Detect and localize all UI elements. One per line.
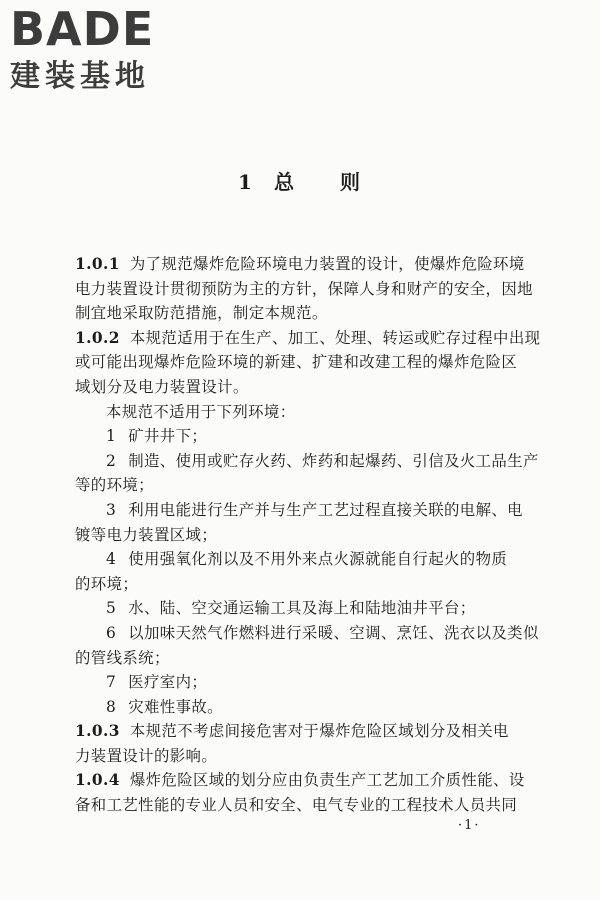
- line-text: 的环境；: [75, 574, 139, 593]
- line-text: 本规范不考虑间接危害对于爆炸危险区域划分及相关电: [129, 722, 509, 741]
- line-text: 使用强氧化剂以及不用外来点火源就能自行起火的物质: [128, 550, 508, 569]
- text-line: [75, 523, 523, 548]
- logo-wordmark: BADE: [10, 2, 155, 56]
- text-line: [75, 400, 523, 425]
- line-text: 等的环境；: [75, 476, 154, 495]
- line-text: 制宜地采取防范措施，制定本规范。: [75, 304, 328, 323]
- clause-number: 1.0.2: [75, 328, 120, 347]
- line-text: 以加味天然气作燃料进行采暖、空调、烹饪、洗衣以及类似: [128, 623, 539, 642]
- line-text: 矿井井下；: [128, 427, 208, 446]
- line-text: 水、陆、空交通运输工具及海上和陆地油井平台；: [128, 599, 476, 618]
- clause-number: 1.0.1: [75, 255, 120, 273]
- page-number: ·1·: [458, 818, 481, 833]
- text-line: [75, 621, 539, 646]
- item-number: 8: [106, 697, 117, 716]
- line-text: 域划分及电力装置设计。: [75, 377, 249, 396]
- text-line: [75, 670, 523, 695]
- text-line: [75, 375, 523, 400]
- text-line: [75, 547, 523, 572]
- body-text: [75, 252, 541, 818]
- chapter-title-char-2: 则: [339, 170, 362, 194]
- line-text: 灾难性事故。: [128, 697, 223, 716]
- line-text: 力装置设计的影响。: [75, 746, 218, 765]
- logo-chinese-text: 建装基地: [10, 59, 150, 94]
- bade-logo: [10, 4, 175, 94]
- item-number: 5: [106, 599, 117, 618]
- line-text: 本规范适用于在生产、加工、处理、转运或贮存过程中出现: [129, 328, 541, 347]
- chapter-number: 1: [238, 170, 254, 194]
- line-text: 的管线系统；: [75, 648, 170, 667]
- text-line: [75, 473, 523, 498]
- item-number: 1: [106, 427, 117, 446]
- text-line: [75, 793, 523, 818]
- clause-number: 1.0.4: [75, 771, 120, 790]
- text-line: [75, 768, 523, 793]
- line-text: 为了规范爆炸危险环境电力装置的设计，使爆炸危险环境: [129, 255, 525, 273]
- line-text: 利用电能进行生产并与生产工艺过程直接关联的电解、电: [128, 500, 523, 519]
- item-number: 2: [106, 451, 117, 470]
- line-text: 爆炸危险区域的划分应由负责生产工艺加工介质性能、设: [129, 771, 525, 790]
- line-text: 医疗室内；: [128, 673, 208, 692]
- clause-number: 1.0.3: [75, 722, 120, 741]
- text-line: [75, 424, 523, 449]
- text-line: [75, 719, 523, 744]
- line-text: 本规范不适用于下列环境：: [106, 402, 296, 421]
- line-text: 或可能出现爆炸危险环境的新建、扩建和改建工程的爆炸危险区: [75, 353, 518, 372]
- text-line: [75, 277, 533, 302]
- line-text: 镀等电力装置区域；: [75, 525, 218, 544]
- text-line: [75, 596, 523, 621]
- item-number: 4: [106, 550, 117, 569]
- item-number: 7: [106, 673, 117, 692]
- text-line: [75, 646, 523, 671]
- text-line: [75, 252, 523, 277]
- chapter-title-char-1: 总: [273, 170, 296, 194]
- text-line: [75, 744, 523, 769]
- text-line: [75, 498, 523, 523]
- text-line: [75, 572, 523, 597]
- chapter-heading: [0, 170, 600, 194]
- text-line: [75, 326, 541, 351]
- line-text: 制造、使用或贮存火药、炸药和起爆药、引信及火工品生产: [128, 451, 539, 470]
- text-line: [75, 695, 523, 720]
- text-line: [75, 301, 523, 326]
- line-text: 备和工艺性能的专业人员和安全、电气专业的工程技术人员共同: [75, 796, 518, 815]
- item-number: 6: [106, 623, 117, 642]
- item-number: 3: [106, 500, 117, 519]
- text-line: [75, 350, 523, 375]
- line-text: 电力装置设计贯彻预防为主的方针，保障人身和财产的安全，因地: [75, 279, 533, 298]
- text-line: [75, 449, 539, 474]
